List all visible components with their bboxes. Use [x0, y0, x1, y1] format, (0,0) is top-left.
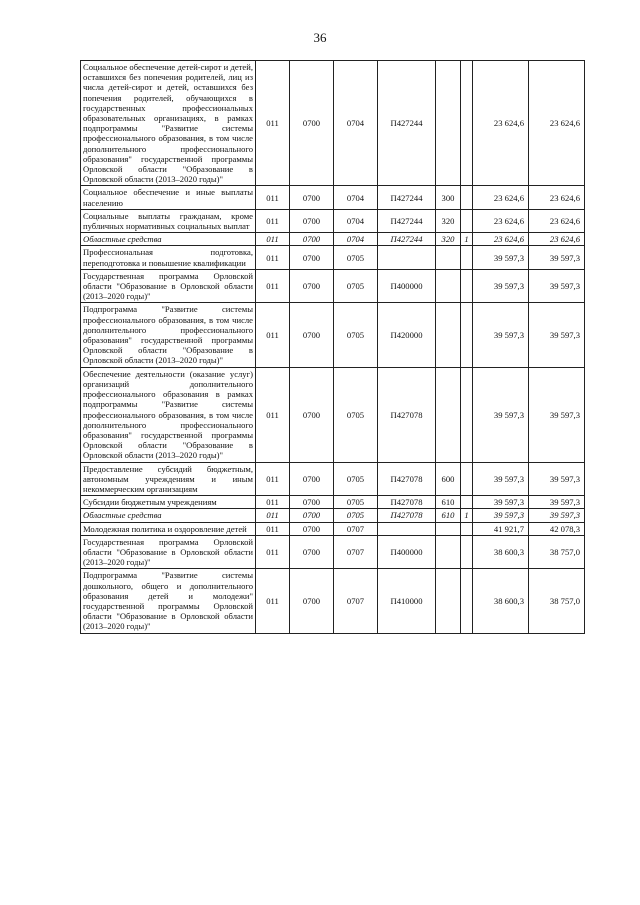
row-target-article-cell: П427244	[378, 61, 436, 186]
row-section-cell: 0700	[290, 269, 334, 303]
row-amount-year1-cell: 41 921,7	[473, 522, 529, 535]
row-amount-year2-cell: 39 597,3	[529, 303, 585, 367]
table-row	[81, 303, 585, 367]
row-amount-year2-cell: 39 597,3	[529, 462, 585, 496]
row-expense-type-cell: 320	[436, 233, 461, 246]
row-amount-year1-cell: 39 597,3	[473, 367, 529, 462]
row-amount-year1-cell: 39 597,3	[473, 496, 529, 509]
row-expense-type-cell	[436, 367, 461, 462]
row-amount-year2-cell: 38 757,0	[529, 535, 585, 569]
row-expense-type-cell	[436, 246, 461, 269]
row-amount-year1-cell: 38 600,3	[473, 535, 529, 569]
row-target-article-cell: П427078	[378, 496, 436, 509]
row-expense-type-cell	[436, 569, 461, 633]
table-row	[81, 569, 585, 633]
row-amount-year2-cell: 23 624,6	[529, 209, 585, 232]
row-target-article-cell: П400000	[378, 535, 436, 569]
row-grbs-cell: 011	[256, 209, 290, 232]
table-row	[81, 462, 585, 496]
row-subsection-cell: 0705	[334, 496, 378, 509]
row-amount-year1-cell: 23 624,6	[473, 209, 529, 232]
row-target-article-cell: П400000	[378, 269, 436, 303]
row-subsection-cell: 0704	[334, 233, 378, 246]
row-target-article-cell: П427244	[378, 186, 436, 209]
row-amount-year2-cell: 23 624,6	[529, 233, 585, 246]
row-section-cell: 0700	[290, 496, 334, 509]
row-target-article-cell: П427244	[378, 233, 436, 246]
row-target-article-cell: П427244	[378, 209, 436, 232]
row-amount-year2-cell: 42 078,3	[529, 522, 585, 535]
row-section-cell: 0700	[290, 509, 334, 522]
row-name-cell: Областные средства	[81, 233, 256, 246]
row-subsection-cell: 0704	[334, 186, 378, 209]
row-target-article-cell: П427078	[378, 367, 436, 462]
table-row	[81, 61, 585, 186]
row-funding-source-cell	[461, 269, 473, 303]
row-funding-source-cell	[461, 246, 473, 269]
table-row	[81, 496, 585, 509]
row-grbs-cell: 011	[256, 462, 290, 496]
table-row	[81, 209, 585, 232]
table-row	[81, 233, 585, 246]
row-funding-source-cell	[461, 209, 473, 232]
row-expense-type-cell	[436, 269, 461, 303]
row-expense-type-cell: 610	[436, 496, 461, 509]
row-expense-type-cell	[436, 303, 461, 367]
row-funding-source-cell	[461, 462, 473, 496]
row-name-cell: Субсидии бюджетным учреждениям	[81, 496, 256, 509]
row-target-article-cell: П420000	[378, 303, 436, 367]
row-subsection-cell: 0704	[334, 61, 378, 186]
row-grbs-cell: 011	[256, 61, 290, 186]
page-number: 36	[313, 30, 327, 45]
row-target-article-cell	[378, 246, 436, 269]
row-name-cell: Социальное обеспечение детей-сирот и детей, оставшихся без попечения родителей, лиц из числа детей-сирот и детей, оставшихся без попечения родителей, обучающихся в государственных профессиональных образовательных организациях, в рамках подпрограммы "Развитие системы профессионального образования, в том числе дополнительного профессионального образования" государственной программы Орловской области "Образование в Орловской области (2013–2020 годы)"	[81, 61, 256, 186]
row-funding-source-cell	[461, 367, 473, 462]
row-section-cell: 0700	[290, 209, 334, 232]
row-grbs-cell: 011	[256, 303, 290, 367]
table-row	[81, 246, 585, 269]
row-section-cell: 0700	[290, 535, 334, 569]
row-expense-type-cell	[436, 61, 461, 186]
row-amount-year1-cell: 23 624,6	[473, 186, 529, 209]
row-grbs-cell: 011	[256, 367, 290, 462]
row-funding-source-cell	[461, 522, 473, 535]
row-funding-source-cell: 1	[461, 233, 473, 246]
row-target-article-cell: П410000	[378, 569, 436, 633]
row-subsection-cell: 0705	[334, 509, 378, 522]
row-expense-type-cell: 600	[436, 462, 461, 496]
row-grbs-cell: 011	[256, 522, 290, 535]
row-target-article-cell: П427078	[378, 509, 436, 522]
row-expense-type-cell: 320	[436, 209, 461, 232]
table-row	[81, 186, 585, 209]
row-section-cell: 0700	[290, 61, 334, 186]
row-section-cell: 0700	[290, 522, 334, 535]
row-name-cell: Профессиональная подготовка, переподготовка и повышение квалификации	[81, 246, 256, 269]
row-expense-type-cell: 300	[436, 186, 461, 209]
row-name-cell: Социальное обеспечение и иные выплаты населению	[81, 186, 256, 209]
row-grbs-cell: 011	[256, 535, 290, 569]
row-grbs-cell: 011	[256, 509, 290, 522]
row-grbs-cell: 011	[256, 496, 290, 509]
row-subsection-cell: 0707	[334, 569, 378, 633]
row-amount-year1-cell: 23 624,6	[473, 61, 529, 186]
row-funding-source-cell	[461, 496, 473, 509]
row-name-cell: Предоставление субсидий бюджетным, автономным учреждениям и иным некоммерческим организациям	[81, 462, 256, 496]
row-funding-source-cell	[461, 535, 473, 569]
row-amount-year2-cell: 39 597,3	[529, 269, 585, 303]
row-target-article-cell	[378, 522, 436, 535]
row-amount-year2-cell: 23 624,6	[529, 61, 585, 186]
row-amount-year1-cell: 39 597,3	[473, 303, 529, 367]
row-funding-source-cell: 1	[461, 509, 473, 522]
row-section-cell: 0700	[290, 569, 334, 633]
row-expense-type-cell: 610	[436, 509, 461, 522]
row-subsection-cell: 0705	[334, 303, 378, 367]
row-amount-year1-cell: 39 597,3	[473, 246, 529, 269]
row-amount-year2-cell: 23 624,6	[529, 186, 585, 209]
table-body	[81, 61, 585, 634]
row-name-cell: Социальные выплаты гражданам, кроме публичных нормативных социальных выплат	[81, 209, 256, 232]
row-section-cell: 0700	[290, 186, 334, 209]
row-subsection-cell: 0705	[334, 462, 378, 496]
row-section-cell: 0700	[290, 367, 334, 462]
row-name-cell: Областные средства	[81, 509, 256, 522]
row-amount-year1-cell: 38 600,3	[473, 569, 529, 633]
row-amount-year2-cell: 39 597,3	[529, 246, 585, 269]
row-name-cell: Подпрограмма "Развитие системы дошкольного, общего и дополнительного образования детей и молодежи" государственной программы Орловской области "Образование в Орловской области (2013–2020 годы)"	[81, 569, 256, 633]
row-funding-source-cell	[461, 61, 473, 186]
row-subsection-cell: 0705	[334, 246, 378, 269]
row-subsection-cell: 0705	[334, 367, 378, 462]
row-amount-year1-cell: 39 597,3	[473, 269, 529, 303]
row-name-cell: Подпрограмма "Развитие системы профессионального образования, в том числе дополнительного профессионального образования" государственной программы Орловской области "Образование в Орловской области (2013–2020 годы)"	[81, 303, 256, 367]
row-section-cell: 0700	[290, 303, 334, 367]
row-grbs-cell: 011	[256, 246, 290, 269]
row-subsection-cell: 0704	[334, 209, 378, 232]
row-subsection-cell: 0707	[334, 522, 378, 535]
row-name-cell: Молодежная политика и оздоровление детей	[81, 522, 256, 535]
table-row	[81, 269, 585, 303]
row-amount-year2-cell: 39 597,3	[529, 496, 585, 509]
row-funding-source-cell	[461, 186, 473, 209]
row-funding-source-cell	[461, 303, 473, 367]
row-name-cell: Государственная программа Орловской области "Образование в Орловской области (2013–2020 годы)"	[81, 269, 256, 303]
row-expense-type-cell	[436, 522, 461, 535]
row-subsection-cell: 0705	[334, 269, 378, 303]
row-name-cell: Государственная программа Орловской области "Образование в Орловской области (2013–2020 годы)"	[81, 535, 256, 569]
row-subsection-cell: 0707	[334, 535, 378, 569]
row-funding-source-cell	[461, 569, 473, 633]
row-expense-type-cell	[436, 535, 461, 569]
row-grbs-cell: 011	[256, 233, 290, 246]
row-section-cell: 0700	[290, 233, 334, 246]
row-amount-year2-cell: 39 597,3	[529, 367, 585, 462]
table-row	[81, 509, 585, 522]
row-amount-year1-cell: 23 624,6	[473, 233, 529, 246]
row-amount-year2-cell: 38 757,0	[529, 569, 585, 633]
row-target-article-cell: П427078	[378, 462, 436, 496]
table-row	[81, 522, 585, 535]
row-grbs-cell: 011	[256, 269, 290, 303]
row-section-cell: 0700	[290, 462, 334, 496]
row-grbs-cell: 011	[256, 569, 290, 633]
budget-table	[80, 60, 585, 634]
row-name-cell: Обеспечение деятельности (оказание услуг) организаций дополнительного профессионального образования в рамках подпрограммы "Развитие системы профессионального образования, в том числе дополнительного профессионального образования" государственной программы Орловской области "Образование в Орловской области (2013–2020 годы)"	[81, 367, 256, 462]
row-amount-year2-cell: 39 597,3	[529, 509, 585, 522]
row-amount-year1-cell: 39 597,3	[473, 462, 529, 496]
table-row	[81, 535, 585, 569]
table-row	[81, 367, 585, 462]
row-grbs-cell: 011	[256, 186, 290, 209]
row-section-cell: 0700	[290, 246, 334, 269]
row-amount-year1-cell: 39 597,3	[473, 509, 529, 522]
